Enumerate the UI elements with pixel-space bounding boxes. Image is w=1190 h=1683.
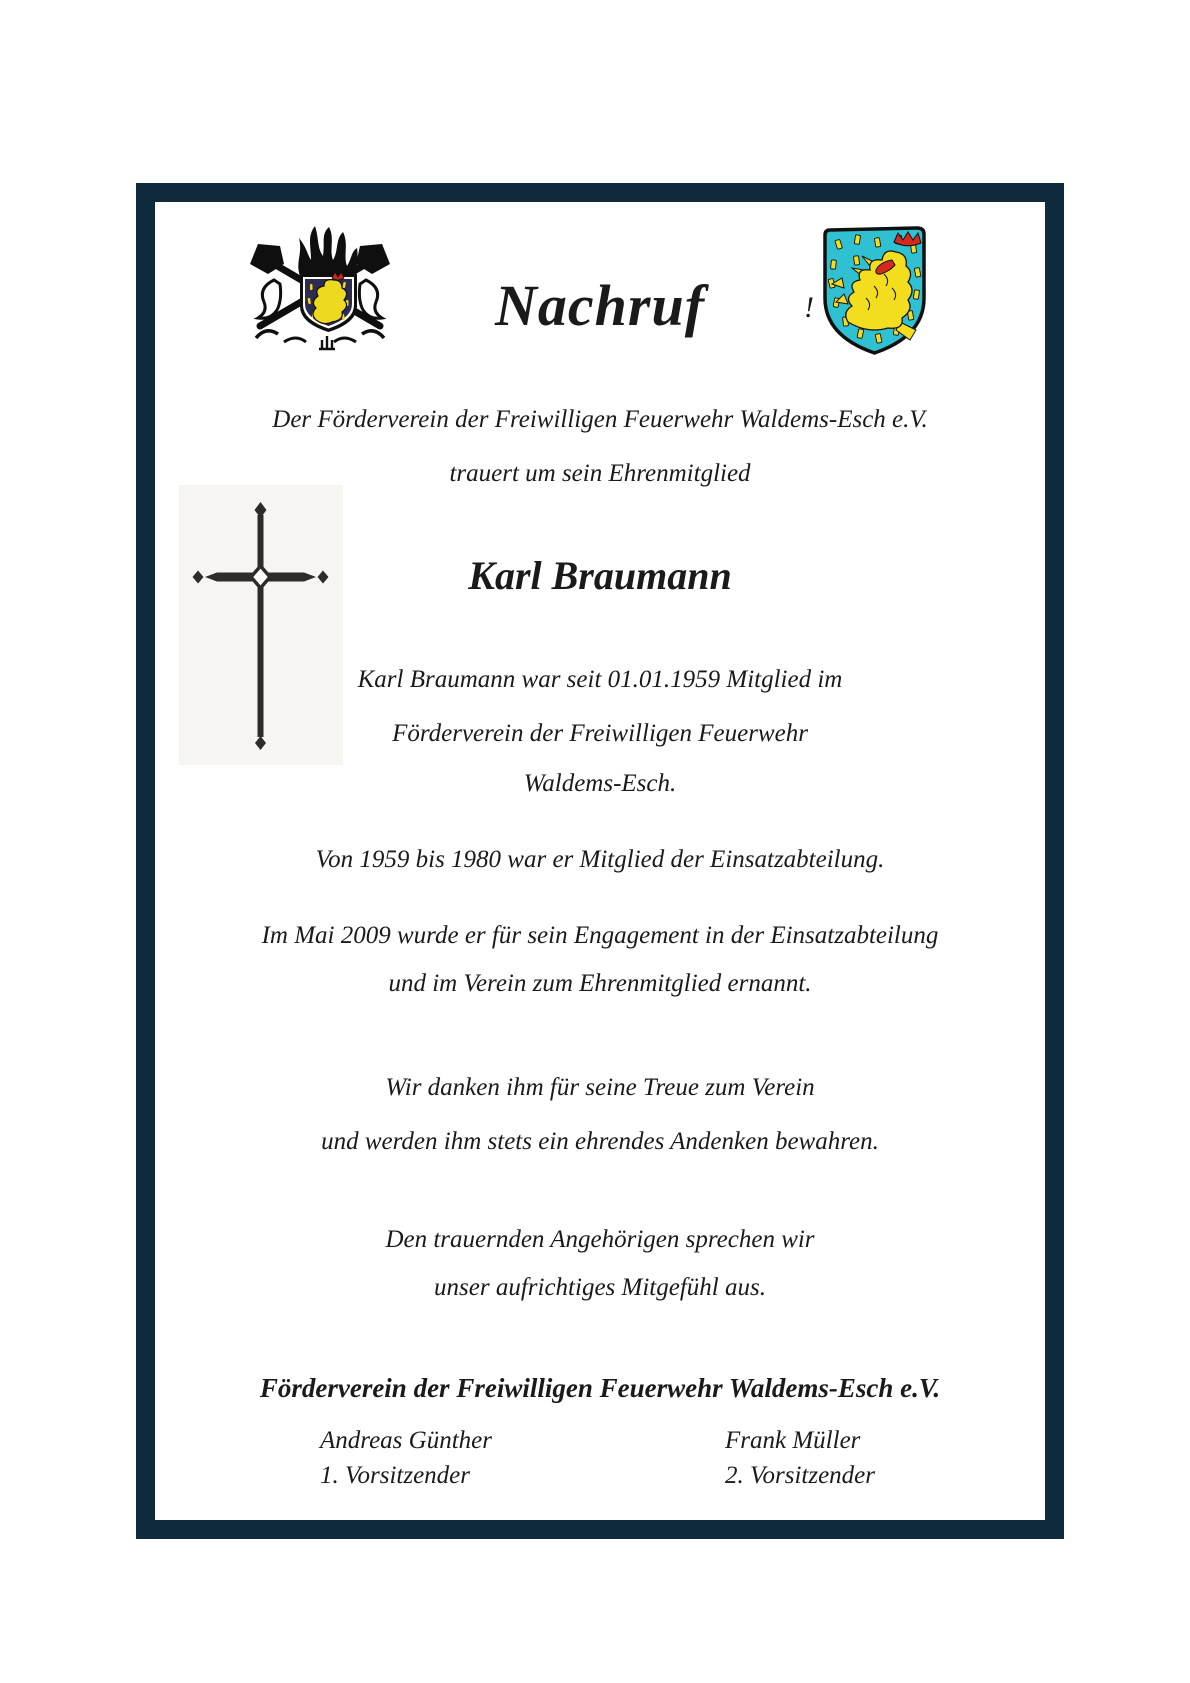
memorial-line: Karl Braumann war seit 01.01.1959 Mitglied im	[357, 666, 843, 693]
signatory-name-2: Frank Müller	[725, 1427, 861, 1454]
memorial-line: Den trauernden Angehörigen sprechen wir	[385, 1226, 815, 1253]
memorial-line: unser aufrichtiges Mitgefühl aus.	[434, 1274, 766, 1301]
memorial-line: und werden ihm stets ein ehrendes Andenken bewahren.	[321, 1128, 879, 1155]
memorial-line: Im Mai 2009 wurde er für sein Engagement in der Einsatzabteilung	[261, 922, 939, 949]
intro-line-2: trauert um sein Ehrenmitglied	[449, 460, 751, 487]
waldems-coat-of-arms-icon	[818, 226, 932, 358]
page-title: Nachruf	[494, 273, 706, 338]
organization-name: Förderverein der Freiwilligen Feuerwehr Waldems-Esch e.V.	[259, 1373, 941, 1403]
coat-of-arms-graphic	[818, 226, 932, 358]
memorial-line: Förderverein der Freiwilligen Feuerwehr	[392, 720, 808, 747]
intro-line-1: Der Förderverein der Freiwilligen Feuerwehr Waldems-Esch e.V.	[272, 406, 928, 433]
signatory-role-2: 2. Vorsitzender	[725, 1462, 875, 1489]
stray-exclamation-mark: !	[804, 291, 814, 324]
signatory-role-1: 1. Vorsitzender	[320, 1462, 470, 1489]
memorial-line: und im Verein zum Ehrenmitglied ernannt.	[388, 970, 812, 997]
memorial-line: Von 1959 bis 1980 war er Mitglied der Einsatzabteilung.	[315, 846, 885, 873]
memorial-line: Waldems-Esch.	[523, 770, 677, 797]
deceased-name: Karl Braumann	[468, 553, 732, 598]
memorial-line: Wir danken ihm für seine Treue zum Verein	[385, 1074, 815, 1101]
signatory-name-1: Andreas Günther	[320, 1427, 492, 1454]
